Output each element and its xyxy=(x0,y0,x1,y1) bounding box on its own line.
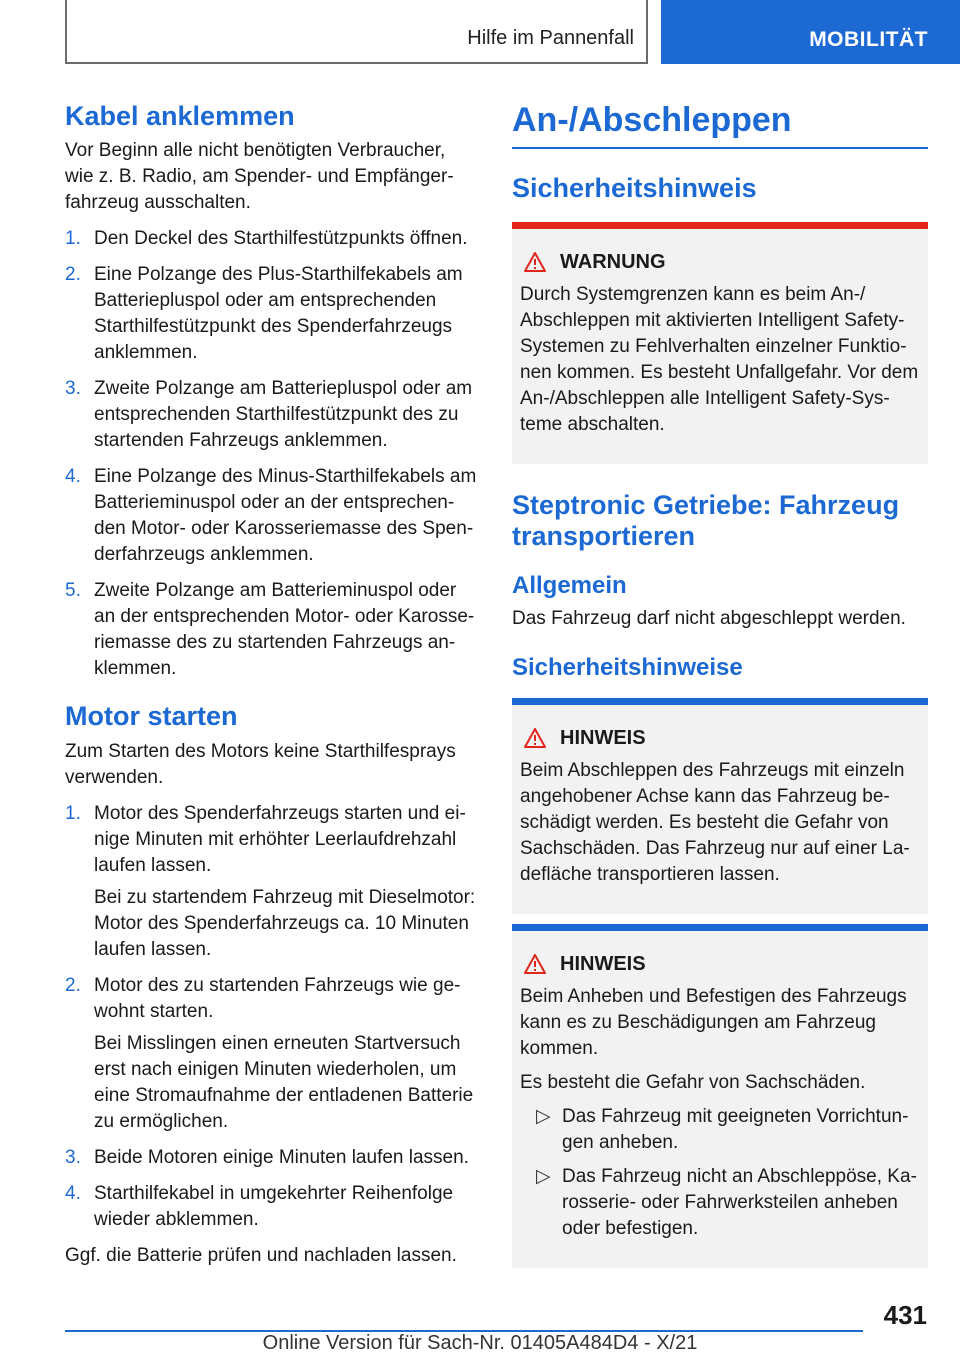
warning-title-row xyxy=(520,251,920,274)
motor-step xyxy=(65,801,477,963)
general-text: Das Fahrzeug darf nicht abgeschleppt werden. xyxy=(512,607,906,629)
kabel-steps xyxy=(65,226,477,682)
kabel-intro: Vor Beginn alle nicht benötigten Verbraucher, wie z. B. Radio, am Spender- und Empfängerfahrzeug ausschalten. xyxy=(65,140,454,214)
kabel-step xyxy=(65,226,477,252)
page-title: An-/Abschleppen xyxy=(512,100,928,149)
step-number: 2. xyxy=(65,974,81,996)
warning-triangle-icon xyxy=(524,954,546,974)
motor-closing: Ggf. die Batterie prüfen und nachladen lassen. xyxy=(65,1244,457,1266)
step-text: Eine Polzange des Minus-Starthilfekabels am Batterieminuspol oder an der entsprechenden Motor- oder Karosseriemasse des Spenderfahrzeugs anklemmen. xyxy=(94,466,477,566)
kabel-heading: Kabel anklemmen xyxy=(65,101,295,131)
note-text: Beim Abschleppen des Fahrzeugs mit einzeln angehobener Achse kann das Fahrzeug beschädigt werden. Es besteht die Gefahr von Sachschäden. Das Fahrzeug nur auf einer Ladefläche transportieren lassen. xyxy=(520,759,910,885)
warning-title: WARNUNG xyxy=(560,250,666,273)
note-bullets xyxy=(520,1104,920,1242)
step-number: 2. xyxy=(65,264,81,286)
step-subtext: Bei zu startendem Fahrzeug mit Dieselmotor: Motor des Spenderfahrzeugs ca. 10 Minuten laufen lassen. xyxy=(94,886,476,960)
note-title-row xyxy=(520,953,920,976)
step-number: 1. xyxy=(65,802,81,824)
list-item xyxy=(528,1104,920,1156)
header-chapter-box xyxy=(65,0,648,64)
motor-step xyxy=(65,1145,477,1171)
step-text: Beide Motoren einige Minuten laufen lassen. xyxy=(94,1146,469,1168)
note-title: HINWEIS xyxy=(560,726,646,749)
right-column xyxy=(512,100,928,1268)
motor-intro: Zum Starten des Motors keine Starthilfesprays verwenden. xyxy=(65,740,456,788)
kabel-step xyxy=(65,464,477,568)
motor-steps xyxy=(65,801,477,1233)
step-text: Motor des Spenderfahrzeugs starten und einige Minuten mit erhöhter Leerlaufdrehzahl laufen lassen. xyxy=(94,802,466,876)
note-text: Es besteht die Gefahr von Sachschäden. xyxy=(520,1071,866,1093)
list-item xyxy=(528,1164,920,1242)
motor-step xyxy=(65,1181,477,1233)
footer-version[interactable]: Online Version für Sach-Nr. 01405A484D4 - X/21 xyxy=(262,1332,698,1354)
kabel-step xyxy=(65,262,477,366)
warning-triangle-icon xyxy=(524,252,546,272)
step-text: Den Deckel des Starthilfestützpunkts öffnen. xyxy=(94,228,468,250)
step-number: 3. xyxy=(65,1146,81,1168)
note-title: HINWEIS xyxy=(560,952,646,975)
notes-heading: Sicherheitshinweise xyxy=(512,653,743,681)
kabel-step xyxy=(65,376,477,454)
step-text: Starthilfekabel in umgekehrter Reihenfolge wieder abklemmen. xyxy=(94,1182,454,1230)
step-text: Eine Polzange des Plus-Starthilfekabels am Batteriepluspol oder am entsprechenden Starthilfestützpunkt des Spenderfahrzeugs anklemmen. xyxy=(94,264,463,364)
safety-heading: Sicherheitshinweis xyxy=(512,172,757,203)
step-text: Zweite Polzange am Batteriepluspol oder am entsprechenden Starthilfestützpunkt des zu startenden Fahrzeugs anklemmen. xyxy=(94,378,473,452)
left-column xyxy=(65,100,477,1279)
motor-step xyxy=(65,973,477,1135)
warning-box xyxy=(512,222,928,464)
step-subtext: Bei Misslingen einen erneuten Startversuch erst nach einigen Minuten wiederholen, um eine Stromaufnahme der entladenen Batterie zu ermöglichen. xyxy=(94,1032,474,1132)
warning-triangle-icon xyxy=(524,728,546,748)
motor-heading: Motor starten xyxy=(65,701,238,732)
bullet-text: Das Fahrzeug nicht an Abschleppöse, Karosserie- oder Fahrwerksteilen anheben oder befestigen. xyxy=(562,1165,917,1239)
note-text: Beim Anheben und Befestigen des Fahrzeugs kann es zu Beschädigungen am Fahrzeug kommen. xyxy=(520,985,907,1059)
step-text: Motor des zu startenden Fahrzeugs wie gewohnt starten. xyxy=(94,974,461,1022)
note-title-row xyxy=(520,727,920,750)
note-box xyxy=(512,924,928,1268)
step-number: 4. xyxy=(65,1182,81,1204)
triangle-bullet-icon: ▷ xyxy=(536,1165,551,1187)
header-chapter-title[interactable]: Hilfe im Pannenfall xyxy=(467,27,634,49)
page-number: 431 xyxy=(883,1300,927,1330)
step-text: Zweite Polzange am Batterieminuspol oder an der entsprechenden Motor- oder Karosseriemasse des zu startenden Fahrzeugs anklemmen. xyxy=(94,580,475,680)
kabel-step xyxy=(65,578,477,682)
step-number: 4. xyxy=(65,466,81,488)
bullet-text: Das Fahrzeug mit geeigneten Vorrichtungen anheben. xyxy=(562,1105,909,1153)
triangle-bullet-icon: ▷ xyxy=(536,1105,551,1127)
step-number: 3. xyxy=(65,378,81,400)
header-section-tab[interactable]: MOBILITÄT xyxy=(661,0,960,64)
steptronic-heading: Steptronic Getriebe: Fahrzeug transportieren xyxy=(512,489,900,551)
step-number: 1. xyxy=(65,228,81,250)
note-box xyxy=(512,698,928,914)
step-number: 5. xyxy=(65,580,81,602)
warning-text: Durch Systemgrenzen kann es beim An-/ Abschleppen mit aktivierten Intelligent Safety-Systemen zu Fehlverhalten einzelner Funktionen kommen. Es besteht Unfallgefahr. Vor dem An-/Abschleppen alle Intelligent Safety-Systeme abschalten. xyxy=(520,283,919,435)
general-heading: Allgemein xyxy=(512,571,627,599)
